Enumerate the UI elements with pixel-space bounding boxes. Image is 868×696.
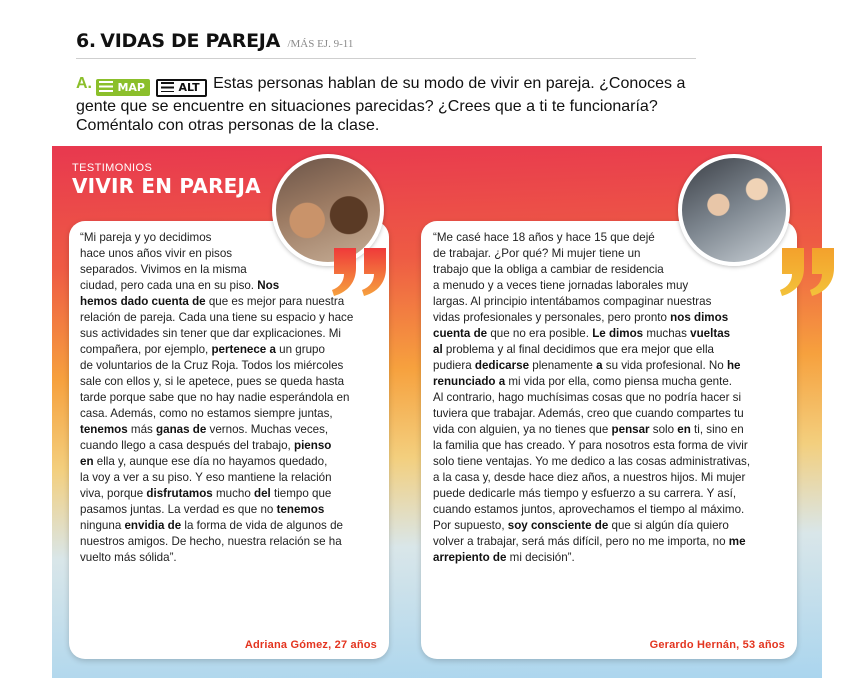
testimonial-line [80, 246, 380, 262]
testimonial-line [433, 422, 789, 438]
text-segment: que no era posible. [487, 327, 593, 340]
testimonial-line [433, 310, 789, 326]
highlighted-expression: renunciado a [433, 375, 506, 388]
testimonial-line [80, 230, 380, 246]
testimonial-author-1: Adriana Gómez, 27 años [244, 639, 377, 651]
map-badge[interactable] [96, 79, 150, 96]
testimonial-line [433, 326, 789, 342]
text-segment: la voy a ver a su piso. Y eso mantiene la relación [80, 471, 332, 484]
testimonial-line [80, 278, 380, 294]
instruction-line-3: Coméntalo con otras personas de la clase. [76, 117, 380, 134]
text-segment: problema y al final decidimos que era mejor que ella [442, 343, 714, 356]
text-segment: vernos. Muchas veces, [206, 423, 329, 436]
highlighted-expression: nos dimos [670, 311, 729, 324]
testimonial-line [80, 502, 380, 518]
text-segment: viva, porque [80, 487, 147, 500]
highlighted-expression: Nos [257, 279, 280, 292]
highlighted-expression: tenemos [276, 503, 325, 516]
highlighted-expression: en [80, 455, 94, 468]
text-segment: tiempo que [270, 487, 332, 500]
testimonial-line [433, 502, 789, 518]
testimonial-line [80, 294, 380, 310]
highlighted-expression: cuenta de [433, 327, 488, 340]
map-badge-label: MAP [117, 81, 145, 94]
testimonial-text-1 [80, 230, 380, 566]
testimonial-line [433, 406, 789, 422]
testimonial-line [80, 310, 380, 326]
testimonial-line [433, 438, 789, 454]
text-segment: muchas [643, 327, 691, 340]
testimonial-line [80, 518, 380, 534]
testimonial-line [433, 230, 789, 246]
testimonial-line [80, 358, 380, 374]
text-segment: “Mi pareja y yo decidimos [80, 231, 212, 244]
text-segment: Por supuesto, [433, 519, 508, 532]
text-segment: a la casa y, desde hace diez años, a nuestros hijos. Mi mujer [433, 471, 746, 484]
text-segment: vida con alguien, ya no tienes que [433, 423, 612, 436]
highlighted-expression: ganas de [156, 423, 207, 436]
text-segment: de voluntarios de la Cruz Roja. Todos los miércoles [80, 359, 344, 372]
testimonial-line [433, 550, 789, 566]
text-segment: pasamos juntas. La verdad es que no [80, 503, 277, 516]
testimonial-line [433, 246, 789, 262]
text-segment: sale con ellos y, si le apetece, pues se queda hasta [80, 375, 345, 388]
highlighted-expression: vueltas [690, 327, 731, 340]
text-segment: casa. Además, como no estamos siempre juntas, [80, 407, 333, 420]
text-segment: volver a trabajar, será más difícil, pero no me importa, no [433, 535, 729, 548]
highlighted-expression: pienso [294, 439, 332, 452]
text-segment: mi vida por ella, como piensa mucha gente. [505, 375, 732, 388]
highlighted-expression: arrepiento de [433, 551, 507, 564]
instruction-line-1: Estas personas hablan de su modo de vivir en pareja. ¿Conoces a [213, 75, 686, 92]
text-segment: la familia que has creado. Y para nosotros esta forma de vivir [433, 439, 748, 452]
activity-instruction [76, 74, 766, 135]
text-segment: tuviera que trabajar. Además, creo que cuando compartes tu [433, 407, 744, 420]
text-segment: vuelto más sólida”. [80, 551, 177, 564]
highlighted-expression: Le dimos [592, 327, 644, 340]
highlighted-expression: hemos dado cuenta de [80, 295, 206, 308]
highlighted-expression: soy consciente de [507, 519, 609, 532]
testimonial-line [433, 358, 789, 374]
testimonial-line [80, 534, 380, 550]
testimonial-line [433, 454, 789, 470]
testimonial-author-2: Gerardo Hernán, 53 años [649, 639, 785, 651]
highlighted-expression: a [596, 359, 603, 372]
highlighted-expression: al [433, 343, 443, 356]
testimonial-line [80, 438, 380, 454]
testimonial-line [80, 326, 380, 342]
text-segment: plenamente [529, 359, 597, 372]
testimonial-line [80, 390, 380, 406]
text-segment: ti, sino en [690, 423, 744, 436]
text-segment: un grupo [275, 343, 325, 356]
testimonial-line [80, 422, 380, 438]
alt-badge-label: ALT [178, 81, 200, 94]
text-segment: cuando estamos juntos, aprovechamos el tiempo al máximo. [433, 503, 745, 516]
testimonial-line [433, 294, 789, 310]
text-segment: “Me casé hace 18 años y hace 15 que dejé [433, 231, 655, 244]
instruction-line-2: gente que se encuentre en situaciones parecidas? ¿Crees que a ti te funcionaría? [76, 98, 658, 115]
text-segment: la forma de vida de algunos de [181, 519, 343, 532]
testimonial-line [433, 486, 789, 502]
text-segment: Al contrario, hago muchísimas cosas que no podría hacer si [433, 391, 742, 404]
text-segment: que si algún día quiero [608, 519, 729, 532]
text-segment: puede dedicarle más tiempo y esfuerzo a su carrera. Y así, [433, 487, 737, 500]
text-segment: pudiera [433, 359, 475, 372]
text-segment: mi decisión”. [506, 551, 575, 564]
text-segment: más [127, 423, 157, 436]
testimonial-line [80, 374, 380, 390]
text-segment: ninguna [80, 519, 125, 532]
highlighted-expression: tenemos [80, 423, 128, 436]
highlighted-expression: del [254, 487, 271, 500]
testimonial-line [433, 534, 789, 550]
testimonial-line [80, 486, 380, 502]
menu-lines-icon [99, 81, 113, 92]
menu-lines-icon [161, 82, 174, 92]
highlighted-expression: he [726, 359, 741, 372]
text-segment: solo tiene ventajas. Yo me dedico a las cosas administrativas, [433, 455, 751, 468]
highlighted-expression: me [728, 535, 746, 548]
text-segment: a menudo y a veces tiene jornadas laborales muy [433, 279, 689, 292]
section-title: VIDAS DE PAREJA [100, 30, 280, 52]
section-header [76, 30, 696, 59]
section-number: 6. [76, 30, 96, 52]
highlighted-expression: dedicarse [474, 359, 530, 372]
testimonial-line [433, 262, 789, 278]
text-segment: separados. Vivimos en la misma [80, 263, 247, 276]
text-segment: largas. Al principio intentábamos compaginar nuestras [433, 295, 712, 308]
testimonial-line [433, 470, 789, 486]
testimonial-text-2 [433, 230, 789, 566]
activity-letter: A. [76, 75, 92, 92]
testimonials-panel [52, 146, 822, 678]
text-segment: trabajo que la obliga a cambiar de residencia [433, 263, 664, 276]
text-segment: tarde porque sabe que no hay nadie esperándola en [80, 391, 350, 404]
testimonial-line [80, 454, 380, 470]
alt-badge[interactable] [156, 79, 206, 97]
text-segment: de trabajar. ¿Por qué? Mi mujer tiene un [433, 247, 641, 260]
text-segment: compañera, por ejemplo, [80, 343, 212, 356]
highlighted-expression: disfrutamos [146, 487, 213, 500]
text-segment: ella y, aunque ese día no hayamos quedado, [93, 455, 328, 468]
panel-title: VIVIR EN PAREJA [72, 174, 261, 198]
text-segment: cuando llego a casa después del trabajo, [80, 439, 294, 452]
exercise-reference: /MÁS EJ. 9-11 [287, 38, 354, 50]
testimonial-line [433, 342, 789, 358]
text-segment: hace unos años vivir en pisos [80, 247, 233, 260]
testimonial-line [433, 374, 789, 390]
text-segment: su vida profesional. No [602, 359, 727, 372]
testimonial-line [433, 518, 789, 534]
text-segment: ciudad, pero cada una en su piso. [80, 279, 258, 292]
text-segment: vidas profesionales y personales, pero pronto [433, 311, 671, 324]
testimonial-line [80, 342, 380, 358]
testimonial-line [80, 406, 380, 422]
text-segment: nuestros amigos. De hecho, nuestra relación se ha [80, 535, 342, 548]
text-segment: que es mejor para nuestra [205, 295, 345, 308]
text-segment: solo [649, 423, 678, 436]
text-segment: relación de pareja. Cada una tiene su espacio y hace [80, 311, 354, 324]
text-segment: sus actividades sin tener que dar explicaciones. Mi [80, 327, 341, 340]
highlighted-expression: pensar [611, 423, 650, 436]
text-segment: mucho [212, 487, 254, 500]
highlighted-expression: envidia de [124, 519, 182, 532]
testimonial-line [80, 470, 380, 486]
highlighted-expression: en [677, 423, 691, 436]
highlighted-expression: pertenece a [211, 343, 276, 356]
testimonial-line [433, 278, 789, 294]
testimonial-line [80, 550, 380, 566]
testimonial-line [433, 390, 789, 406]
testimonial-line [80, 262, 380, 278]
panel-kicker: TESTIMONIOS [72, 162, 153, 174]
